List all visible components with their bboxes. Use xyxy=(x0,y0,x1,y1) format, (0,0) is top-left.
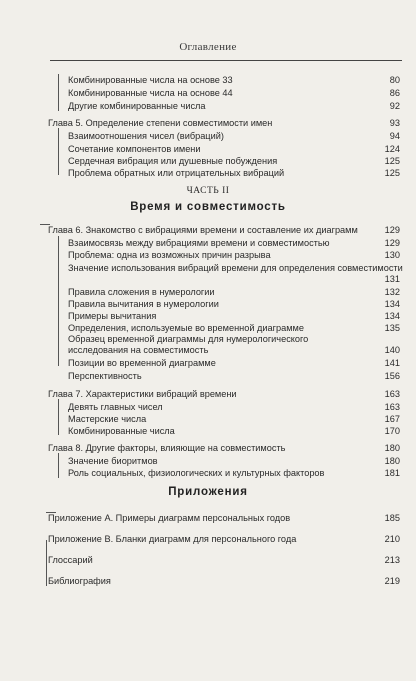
bracket-line xyxy=(58,453,59,478)
bracket-line xyxy=(46,540,47,586)
bracket-line xyxy=(58,74,59,111)
bracket-line xyxy=(58,399,59,435)
running-head: Оглавление xyxy=(179,41,237,53)
part-label: ЧАСТЬ II xyxy=(186,186,230,196)
part-title: Время и совместимость xyxy=(130,201,286,213)
toc-entry: Образец временной диаграммы для нумерологического исследования на совместимость 140 xyxy=(68,334,400,355)
bracket-line xyxy=(58,128,59,175)
header-rule xyxy=(50,60,402,61)
appendices-title: Приложения xyxy=(168,486,248,498)
toc-entry: Значение использования вибраций времени для определения совместимости 131 xyxy=(68,263,403,284)
toc-page: Оглавление Комбинированные числа на основе 33 80 Комбинированные числа на основе 44 86 Другие комбинированные числа 92 Глава 5. Определение степени совместимости имен 93 Взаимоотношения чисел (вибраций) 94 Сочетание компонентов имени 124 Сердечная вибрация или душевные побуждения 125 Проблема обратных или отрицательных вибраций 125 ЧАСТЬ II Время и совместимость Глава 6. Знакомство с вибрациями времени и составление их диаграмм 129 Взаимосвязь между вибрациями времени и совместимостью 129 Проблема: одна из возможных причин разрыва 130 Значение использования вибраций времени для определения совместимости 131 Правила сложения в нумерологии 132 Правила вычитания в нумерологии 134 Примеры вычитания 134 Определения, используемые во временной диаграмме 135 Образец временной диаграммы для нумерологического исследования на совместимость 140 Позиции во временной диаграмме 141 Перспективность 156 Глава 7. Характеристики вибраций времени 163 Девять главных чисел 163 Мастерские числа 167 Комбинированные числа 170 Глава 8. Другие факторы, влияющие на совместимость 180 Значение биоритмов 180 Роль социальных, физиологических и культурных факторов 181 Приложения Приложение А. Примеры диаграмм персональных годов 185 Приложение В. Бланки диаграмм для персонального года 210 Глоссарий 213 Библиография 219 xyxy=(0,0,416,681)
bracket-line xyxy=(58,236,59,366)
